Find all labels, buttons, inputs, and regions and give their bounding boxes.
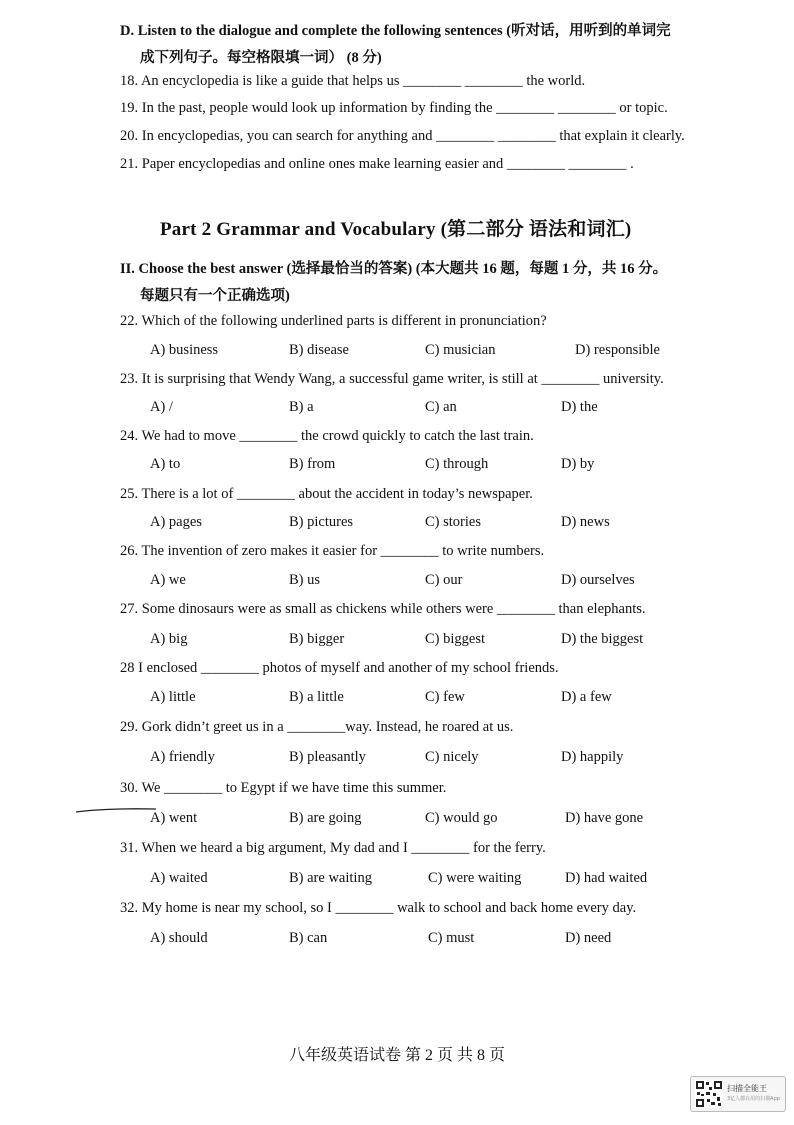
part2-title: Part 2 Grammar and Vocabulary (第二部分 语法和词汇) <box>160 219 632 240</box>
option-b: B) us <box>289 572 321 588</box>
option-c: C) through <box>425 456 489 472</box>
question-24-stem: 24. We had to move ________ the crowd quickly to catch the last train. <box>120 428 534 444</box>
question-21: 21. Paper encyclopedias and online ones make learning easier and ________ ________ . <box>120 156 634 172</box>
option-a: A) friendly <box>150 749 215 765</box>
option-b: B) are going <box>289 810 362 826</box>
option-a: A) to <box>150 456 181 472</box>
option-b: B) can <box>289 930 328 946</box>
option-c: C) musician <box>425 342 496 358</box>
scanner-brand <box>727 1084 780 1104</box>
option-d: D) need <box>565 930 612 946</box>
option-a: A) pages <box>150 514 202 530</box>
question-27-stem: 27. Some dinosaurs were as small as chickens while others were ________ than elephants. <box>120 601 646 617</box>
section-ii-title-line2: 每题只有一个正确选项) <box>140 288 290 304</box>
question-30-stem: 30. We ________ to Egypt if we have time this summer. <box>120 780 447 796</box>
option-a: A) went <box>150 810 198 826</box>
question-23-stem: 23. It is surprising that Wendy Wang, a successful game writer, is still at ________ university. <box>120 371 664 387</box>
option-d: D) had waited <box>565 870 648 886</box>
option-c: C) an <box>425 399 457 415</box>
option-d: D) a few <box>561 689 612 705</box>
option-d: D) ourselves <box>561 572 635 588</box>
option-c: C) our <box>425 572 463 588</box>
option-c: C) stories <box>425 514 481 530</box>
option-b: B) a <box>289 399 314 415</box>
section-ii-title-line1: II. Choose the best answer (选择最恰当的答案) (本大题共 16 题，每题 1 分，共 16 分。 <box>120 261 668 277</box>
option-d: D) by <box>561 456 595 472</box>
option-c: C) few <box>425 689 465 705</box>
option-b: B) are waiting <box>289 870 372 886</box>
option-d: D) the biggest <box>561 631 644 647</box>
option-d: D) happily <box>561 749 624 765</box>
option-a: A) little <box>150 689 196 705</box>
option-b: B) from <box>289 456 336 472</box>
option-a: A) big <box>150 631 188 647</box>
option-d: D) news <box>561 514 610 530</box>
option-c: C) must <box>428 930 475 946</box>
option-c: C) were waiting <box>428 870 522 886</box>
option-b: B) pleasantly <box>289 749 366 765</box>
question-31-stem: 31. When we heard a big argument, My dad and I ________ for the ferry. <box>120 840 546 856</box>
question-32-stem: 32. My home is near my school, so I ________ walk to school and back home every day. <box>120 900 637 916</box>
question-29-stem: 29. Gork didn’t greet us in a ________way. Instead, he roared at us. <box>120 719 514 735</box>
option-a: A) waited <box>150 870 208 886</box>
option-a: A) we <box>150 572 186 588</box>
option-a: A) should <box>150 930 208 946</box>
option-c: C) nicely <box>425 749 479 765</box>
option-b: B) pictures <box>289 514 354 530</box>
option-c: C) would go <box>425 810 498 826</box>
option-b: B) disease <box>289 342 349 358</box>
scan-stroke-mark <box>75 807 157 813</box>
page-footer: 八年级英语试卷 第 2 页 共 8 页 <box>288 1047 505 1064</box>
option-b: B) bigger <box>289 631 345 647</box>
scanner-app-tagline: 3亿人都在用的扫描App <box>727 1096 780 1102</box>
question-25-stem: 25. There is a lot of ________ about the accident in today’s newspaper. <box>120 486 533 502</box>
scanner-watermark <box>690 1076 786 1112</box>
option-d: D) have gone <box>565 810 644 826</box>
scanner-app-name: 扫描全能王 <box>727 1084 767 1093</box>
option-c: C) biggest <box>425 631 486 647</box>
question-20: 20. In encyclopedias, you can search for anything and ________ ________ that explain it clearly. <box>120 128 685 144</box>
option-d: D) responsible <box>575 342 660 358</box>
option-b: B) a little <box>289 689 344 705</box>
option-d: D) the <box>561 399 598 415</box>
question-22-stem: 22. Which of the following underlined parts is different in pronunciation? <box>120 313 547 329</box>
question-28-stem: 28 I enclosed ________ photos of myself and another of my school friends. <box>120 660 559 676</box>
question-26-stem: 26. The invention of zero makes it easier for ________ to write numbers. <box>120 543 545 559</box>
section-d-title-line1: D. Listen to the dialogue and complete the following sentences (听对话，用听到的单词完 <box>120 23 671 39</box>
qr-code-icon <box>695 1080 723 1108</box>
section-d-title-line2: 成下列句子。每空格限填一词） (8 分) <box>140 50 382 66</box>
question-18: 18. An encyclopedia is like a guide that helps us ________ ________ the world. <box>120 73 586 89</box>
option-a: A) business <box>150 342 219 358</box>
question-19: 19. In the past, people would look up information by finding the ________ ________ or topic. <box>120 100 668 116</box>
option-a: A) / <box>150 399 173 415</box>
